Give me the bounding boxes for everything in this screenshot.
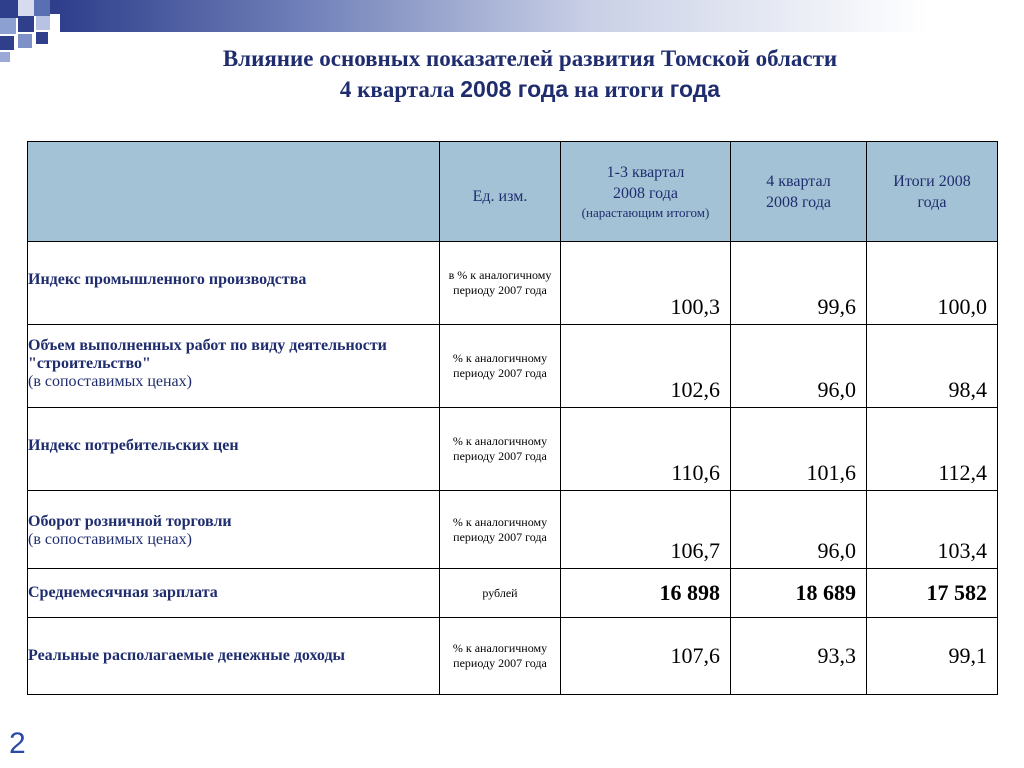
indicators-table bbox=[27, 141, 998, 695]
row-value-total: 112,4 bbox=[867, 408, 998, 491]
row-value-q4: 93,3 bbox=[731, 618, 867, 695]
row-label: Индекс промышленного производства bbox=[28, 271, 307, 288]
table-row bbox=[28, 491, 998, 569]
row-unit: % к аналогичному периоду 2007 года bbox=[440, 491, 561, 569]
page-number: 2 bbox=[9, 727, 26, 760]
row-value-total: 98,4 bbox=[867, 325, 998, 408]
row-value-total: 100,0 bbox=[867, 242, 998, 325]
row-unit: % к аналогичному периоду 2007 года bbox=[440, 325, 561, 408]
row-value-q1-3: 102,6 bbox=[561, 325, 731, 408]
row-value-q4: 18 689 bbox=[731, 569, 867, 618]
row-label: Реальные располагаемые денежные доходы bbox=[28, 647, 346, 664]
row-value-q1-3: 16 898 bbox=[561, 569, 731, 618]
table-row bbox=[28, 569, 998, 618]
row-value-q4: 101,6 bbox=[731, 408, 867, 491]
row-sublabel: (в сопоставимых ценах) bbox=[28, 531, 192, 548]
row-value-q1-3: 100,3 bbox=[561, 242, 731, 325]
row-unit: в % к аналогичному периоду 2007 года bbox=[440, 242, 561, 325]
row-value-total: 99,1 bbox=[867, 618, 998, 695]
row-label: Объем выполненных работ по виду деятельности "строительство" bbox=[28, 337, 387, 372]
row-unit: % к аналогичному периоду 2007 года bbox=[440, 408, 561, 491]
table-row bbox=[28, 242, 998, 325]
table-row bbox=[28, 408, 998, 491]
header-total: Итоги 2008 года bbox=[867, 142, 998, 242]
header-q4: 4 квартал 2008 года bbox=[731, 142, 867, 242]
title-line-2: 4 квартала 2008 года на итоги года bbox=[339, 76, 721, 102]
row-label: Среднемесячная зарплата bbox=[28, 584, 218, 601]
table-row bbox=[28, 325, 998, 408]
row-value-q1-3: 110,6 bbox=[561, 408, 731, 491]
row-label: Оборот розничной торговли bbox=[28, 513, 232, 530]
table-header-row bbox=[28, 142, 998, 242]
row-value-q4: 99,6 bbox=[731, 242, 867, 325]
row-sublabel: (в сопоставимых ценах) bbox=[28, 373, 192, 390]
slide-title bbox=[110, 44, 950, 105]
row-label: Индекс потребительских цен bbox=[28, 437, 239, 454]
header-gradient-bar bbox=[60, 0, 1024, 32]
header-unit: Ед. изм. bbox=[440, 142, 561, 242]
header-indicator bbox=[28, 142, 440, 242]
row-value-q1-3: 107,6 bbox=[561, 618, 731, 695]
row-value-q4: 96,0 bbox=[731, 325, 867, 408]
row-value-total: 17 582 bbox=[867, 569, 998, 618]
row-value-q4: 96,0 bbox=[731, 491, 867, 569]
header-q1-3: 1-3 квартал 2008 года (нарастающим итогом) bbox=[561, 142, 731, 242]
row-value-total: 103,4 bbox=[867, 491, 998, 569]
title-line-1: Влияние основных показателей развития Томской области bbox=[222, 46, 838, 71]
row-unit: рублей bbox=[440, 569, 561, 618]
table-row bbox=[28, 618, 998, 695]
row-value-q1-3: 106,7 bbox=[561, 491, 731, 569]
row-unit: % к аналогичному периоду 2007 года bbox=[440, 618, 561, 695]
